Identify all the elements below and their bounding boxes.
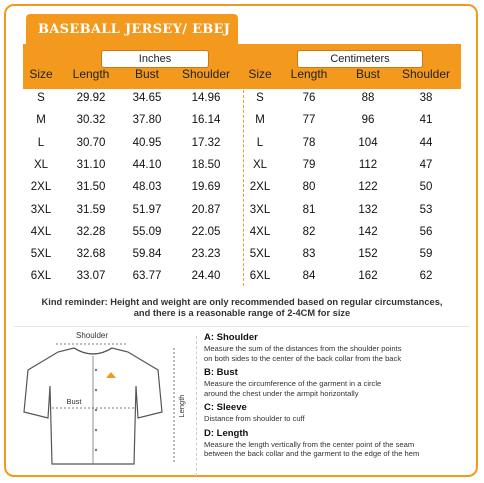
cell-cm-length: 79 [302, 158, 316, 171]
cell-in-size: L [37, 136, 45, 149]
col-header-length-in: Length [72, 67, 110, 81]
cell-in-bust: 59.84 [132, 248, 162, 261]
cell-in-shoulder: 24.40 [191, 270, 221, 283]
col-header-bust-in: Bust [134, 67, 159, 81]
cell-in-length: 30.70 [76, 136, 106, 149]
cell-in-bust: 55.09 [132, 225, 162, 238]
definition-line: Measure the length vertically from the center point of the seam [204, 439, 415, 449]
col-header-length-cm: Length [290, 67, 328, 81]
cell-cm-shoulder: 50 [419, 181, 433, 194]
definition-text [204, 414, 474, 424]
cell-in-bust: 44.10 [132, 158, 162, 171]
cell-cm-size: L [256, 136, 264, 149]
definition-line: on both sides to the center of the back collar from the back [204, 353, 402, 363]
cell-in-size: 6XL [30, 270, 52, 283]
reminder-line-2: and there is a reasonable range of 2-4CM for size [133, 308, 351, 318]
cell-in-bust: 34.65 [132, 92, 162, 104]
cell-cm-shoulder: 41 [419, 114, 433, 127]
definition-line: Distance from shoulder to cuff [204, 414, 305, 423]
cell-cm-length: 76 [302, 92, 316, 104]
cell-cm-size: 5XL [249, 248, 271, 261]
definition-heading: D: Length [204, 427, 249, 439]
cell-in-shoulder: 23.23 [191, 248, 221, 261]
cell-in-bust: 51.97 [132, 203, 162, 216]
cell-in-shoulder: 22.05 [191, 225, 221, 238]
cell-in-bust: 37.80 [132, 114, 162, 127]
col-header-size-cm: Size [248, 67, 272, 81]
cell-cm-shoulder: 38 [419, 92, 433, 104]
definition-line: between the back collar and the garment to the edge of the hem [204, 449, 420, 458]
cell-cm-shoulder: 62 [419, 270, 433, 283]
cell-cm-shoulder: 59 [419, 248, 433, 261]
cell-cm-shoulder: 44 [419, 136, 433, 149]
cell-cm-length: 80 [302, 181, 316, 194]
group-label-inches: Inches [101, 50, 209, 68]
jersey-button [95, 369, 97, 371]
definition-text [204, 440, 474, 459]
col-header-shoulder-cm: Shoulder [401, 67, 451, 81]
cell-in-length: 29.92 [76, 92, 106, 104]
cell-cm-length: 77 [302, 114, 316, 127]
cell-cm-size: XL [252, 158, 268, 171]
measurement-definitions [204, 332, 474, 463]
cell-in-size: S [37, 92, 45, 104]
cell-cm-bust: 88 [361, 92, 375, 104]
cell-cm-size: 2XL [249, 181, 271, 194]
cell-in-length: 31.10 [76, 158, 106, 171]
cell-cm-size: 3XL [249, 203, 271, 216]
cell-in-shoulder: 17.32 [191, 136, 221, 149]
group-label-centimeters: Centimeters [297, 50, 423, 68]
diagram-label-bust: Bust [66, 397, 82, 406]
cell-in-bust: 63.77 [132, 270, 162, 283]
definition-line: Measure the sum of the distances from the shoulder points [204, 344, 402, 353]
cell-cm-bust: 162 [358, 270, 378, 283]
col-header-bust-cm: Bust [355, 67, 380, 81]
cell-cm-bust: 96 [361, 114, 375, 127]
cell-cm-length: 78 [302, 136, 316, 149]
jersey-button [95, 389, 97, 391]
cell-cm-size: 6XL [249, 270, 271, 283]
cell-cm-shoulder: 56 [419, 225, 433, 238]
cell-cm-bust: 122 [358, 181, 378, 194]
cell-cm-shoulder: 53 [419, 203, 433, 216]
cell-cm-length: 83 [302, 248, 316, 261]
cell-in-bust: 40.95 [132, 136, 162, 149]
jersey-button [95, 449, 97, 451]
cell-cm-bust: 152 [358, 248, 378, 261]
cell-cm-shoulder: 47 [419, 158, 433, 171]
cell-in-shoulder: 20.87 [191, 203, 221, 216]
cell-in-length: 32.68 [76, 248, 106, 261]
cell-in-length: 31.50 [76, 181, 106, 194]
col-header-size-in: Size [29, 67, 53, 81]
cell-in-shoulder: 18.50 [191, 158, 221, 171]
cell-in-length: 32.28 [76, 225, 106, 238]
diagram-separator [196, 336, 197, 476]
cell-cm-length: 82 [302, 225, 316, 238]
diagram-label-shoulder: Shoulder [75, 331, 109, 340]
jersey-button [95, 429, 97, 431]
cell-in-bust: 48.03 [132, 181, 162, 194]
definition-heading: B: Bust [204, 367, 238, 378]
cell-in-length: 30.32 [76, 114, 106, 127]
jersey-button [95, 409, 97, 411]
cell-in-length: 33.07 [76, 270, 106, 283]
cell-cm-bust: 132 [358, 203, 378, 216]
kind-reminder [10, 297, 474, 319]
cell-in-length: 31.59 [76, 203, 106, 216]
cell-in-size: XL [33, 158, 49, 171]
cell-cm-bust: 104 [358, 136, 378, 149]
title-tab [26, 14, 238, 44]
table-divider [243, 90, 244, 286]
cell-cm-length: 81 [302, 203, 316, 216]
definition-heading: A: Shoulder [204, 332, 258, 343]
cell-in-size: 5XL [30, 248, 52, 261]
jersey-illustration [14, 326, 194, 476]
chart-title: BASEBALL JERSEY/ EBEJ [38, 21, 231, 37]
cell-in-size: 4XL [30, 225, 52, 238]
definition-line: around the chest under the armpit horizontally [204, 388, 359, 398]
cell-cm-size: 4XL [249, 225, 271, 238]
cell-in-size: M [36, 114, 46, 127]
cell-cm-size: S [256, 92, 264, 104]
cell-in-size: 3XL [30, 203, 52, 216]
cell-cm-bust: 112 [358, 158, 378, 171]
cell-in-size: 2XL [30, 181, 52, 194]
cell-in-shoulder: 19.69 [191, 181, 221, 194]
cell-cm-length: 84 [302, 270, 316, 283]
cell-in-shoulder: 16.14 [191, 114, 221, 127]
definition-text [204, 379, 474, 398]
cell-cm-size: M [255, 114, 265, 127]
jersey-diagram [14, 326, 194, 476]
col-header-shoulder-in: Shoulder [181, 67, 231, 81]
definition-text [204, 344, 474, 363]
definition-line: Measure the circumference of the garment in a circle [204, 379, 382, 388]
cell-in-shoulder: 14.96 [191, 92, 221, 104]
definition-heading: C: Sleeve [204, 402, 247, 413]
diagram-label-length: Length [177, 394, 186, 418]
cell-cm-bust: 142 [358, 225, 378, 238]
reminder-line-1: Kind reminder: Height and weight are only recommended based on regular circumstances, [41, 297, 443, 307]
